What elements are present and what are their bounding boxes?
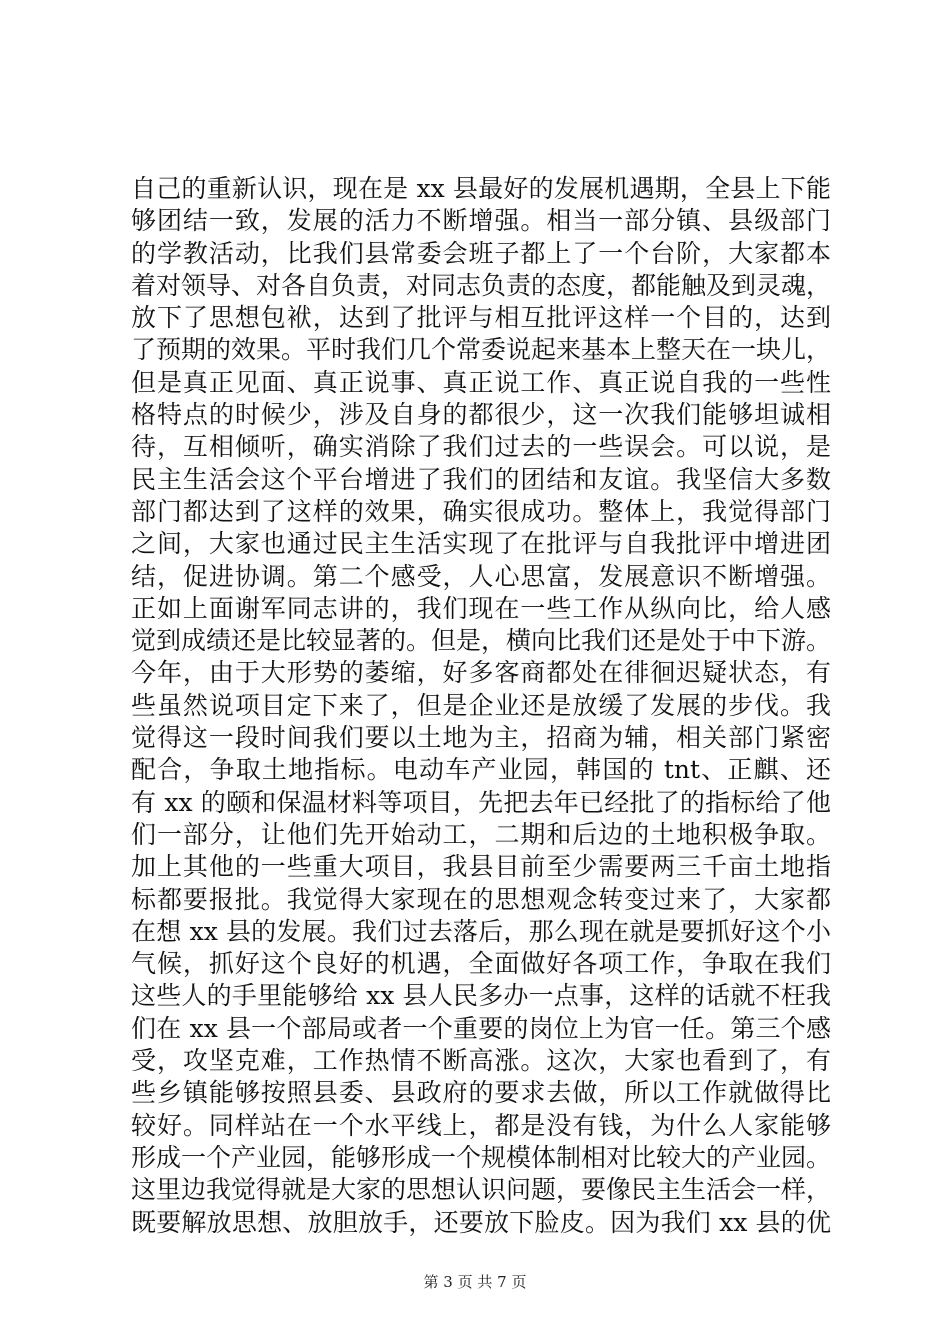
text-line: 但是真正见面、真正说事、真正说工作、真正说自我的一些性 bbox=[131, 367, 831, 397]
text-line: 些乡镇能够按照县委、县政府的要求去做，所以工作就做得比 bbox=[131, 1078, 831, 1108]
text-line: 正如上面谢军同志讲的，我们现在一些工作从纵向比，给人感 bbox=[131, 593, 831, 623]
text-line: 们在 xx 县一个部局或者一个重要的岗位上为官一任。第三个感 bbox=[131, 1013, 831, 1043]
text-line: 民主生活会这个平台增进了我们的团结和友谊。我坚信大多数 bbox=[131, 464, 831, 494]
text-line: 有 xx 的颐和保温材料等项目，先把去年已经批了的指标给了他 bbox=[131, 787, 831, 817]
text-line: 觉得这一段时间我们要以土地为主，招商为辅，相关部门紧密 bbox=[131, 723, 831, 753]
text-line: 这些人的手里能够给 xx 县人民多办一点事，这样的话就不枉我 bbox=[131, 981, 831, 1011]
text-line: 之间，大家也通过民主生活实现了在批评与自我批评中增进团 bbox=[131, 529, 831, 559]
page-footer: 第 3 页 共 7 页 bbox=[423, 1273, 527, 1291]
text-line: 今年，由于大形势的萎缩，好多客商都处在徘徊迟疑状态，有 bbox=[131, 658, 831, 688]
text-line: 够团结一致，发展的活力不断增强。相当一部分镇、县级部门 bbox=[131, 206, 831, 236]
text-line: 觉到成绩还是比较显著的。但是，横向比我们还是处于中下游。 bbox=[131, 626, 832, 656]
text-line: 受，攻坚克难，工作热情不断高涨。这次，大家也看到了，有 bbox=[131, 1046, 831, 1076]
body-text bbox=[131, 173, 831, 1239]
text-line: 待，互相倾听，确实消除了我们过去的一些误会。可以说，是 bbox=[131, 432, 831, 462]
text-line: 气候，抓好这个良好的机遇，全面做好各项工作，争取在我们 bbox=[131, 949, 831, 979]
text-line: 这里边我觉得就是大家的思想认识问题，要像民主生活会一样， bbox=[131, 1175, 832, 1205]
text-line: 形成一个产业园，能够形成一个规模体制相对比较大的产业园。 bbox=[131, 1142, 832, 1172]
text-line: 标都要报批。我觉得大家现在的思想观念转变过来了，大家都 bbox=[131, 884, 831, 914]
text-line: 配合，争取土地指标。电动车产业园，韩国的 tnt、正麒、还 bbox=[131, 755, 831, 785]
text-line: 着对领导、对各自负责，对同志负责的态度，都能触及到灵魂， bbox=[131, 270, 832, 300]
text-line: 加上其他的一些重大项目，我县目前至少需要两三千亩土地指 bbox=[131, 852, 831, 882]
text-line: 在想 xx 县的发展。我们过去落后，那么现在就是要抓好这个小 bbox=[131, 916, 831, 946]
text-line: 格特点的时候少，涉及自身的都很少，这一次我们能够坦诚相 bbox=[131, 400, 831, 430]
text-line: 较好。同样站在一个水平线上，都是没有钱，为什么人家能够 bbox=[131, 1110, 831, 1140]
text-line: 自己的重新认识，现在是 xx 县最好的发展机遇期，全县上下能 bbox=[131, 174, 831, 203]
text-line: 放下了思想包袱，达到了批评与相互批评这样一个目的，达到 bbox=[131, 303, 831, 333]
text-line: 些虽然说项目定下来了，但是企业还是放缓了发展的步伐。我 bbox=[131, 690, 831, 720]
text-line: 结，促进协调。第二个感受，人心思富，发展意识不断增强。 bbox=[131, 561, 831, 591]
text-line: 既要解放思想、放胆放手，还要放下脸皮。因为我们 xx 县的优 bbox=[131, 1207, 831, 1237]
text-line: 的学教活动，比我们县常委会班子都上了一个台阶，大家都本 bbox=[131, 238, 831, 268]
text-line: 了预期的效果。平时我们几个常委说起来基本上整天在一块儿， bbox=[131, 335, 832, 365]
text-line: 们一部分，让他们先开始动工，二期和后边的土地积极争取。 bbox=[131, 819, 831, 849]
text-line: 部门都达到了这样的效果，确实很成功。整体上，我觉得部门 bbox=[131, 496, 831, 526]
